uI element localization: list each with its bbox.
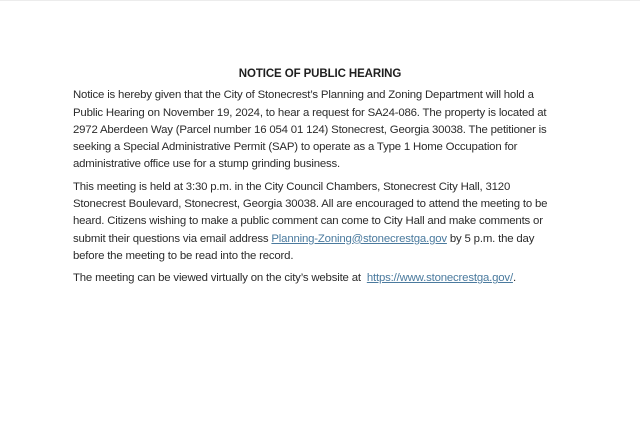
text-line: Stonecrest Boulevard, Stonecrest, Georgia 30038. All are encouraged to attend the meeting to be — [73, 198, 548, 211]
text-line: seeking a Special Administrative Permit (SAP) to operate as a Type 1 Home Occupation for — [73, 141, 518, 154]
text-segment: submit their questions via email address — [73, 232, 272, 245]
notice-paragraph-1 — [73, 87, 567, 173]
text-line: before the meeting to be read into the record. — [73, 249, 294, 262]
text-segment: by 5 p.m. the day — [446, 232, 535, 245]
text-line: This meeting is held at 3:30 p.m. in the City Council Chambers, Stonecrest City Hall, 3120 — [73, 180, 511, 193]
text-line: Public Hearing on November 19, 2024, to hear a request for SA24-086. The property is located at — [73, 106, 547, 119]
website-link[interactable]: https://www.stonecrestga.gov/ — [366, 272, 513, 285]
notice-paragraph-3 — [73, 270, 567, 287]
notice-document-page — [73, 1, 567, 288]
notice-paragraph-2 — [73, 179, 567, 265]
text-segment: . — [512, 272, 516, 285]
notice-title: NOTICE OF PUBLIC HEARING — [238, 68, 402, 80]
text-line: 2972 Aberdeen Way (Parcel number 16 054 01 124) Stonecrest, Georgia 30038. The petitioner is — [73, 123, 547, 136]
text-segment: The meeting can be viewed virtually on the city’s website at — [73, 272, 364, 285]
text-line: heard. Citizens wishing to make a public comment can come to City Hall and make comments or — [73, 215, 543, 228]
text-line: administrative office use for a stump grinding business. — [73, 158, 341, 171]
email-link[interactable]: Planning-Zoning@stonecrestga.gov — [271, 232, 447, 245]
text-line: Notice is hereby given that the City of Stonecrest’s Planning and Zoning Department will hold a — [73, 89, 534, 102]
